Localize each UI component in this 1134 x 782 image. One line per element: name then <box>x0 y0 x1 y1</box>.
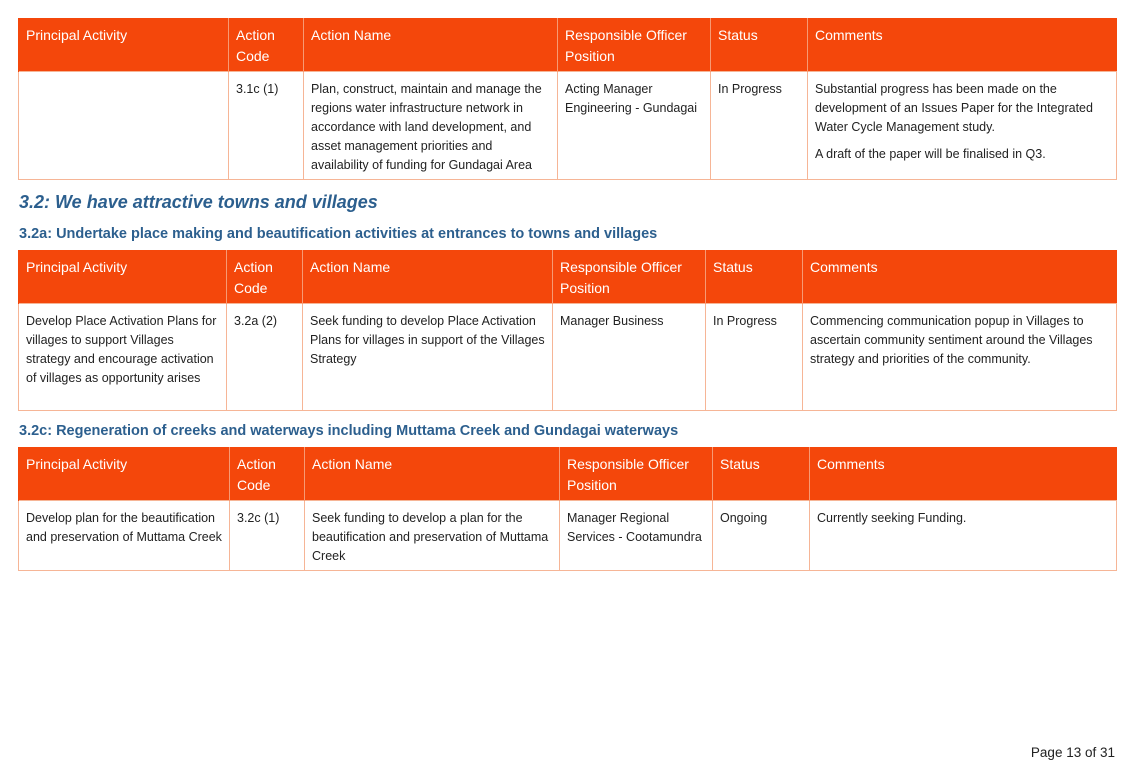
cell-action-name: Seek funding to develop Place Activation Plans for villages in support of the Villages Strategy <box>303 304 553 411</box>
cell-officer: Manager Regional Services - Cootamundra <box>560 501 713 571</box>
cell-officer: Manager Business <box>553 304 706 411</box>
place-making-table <box>18 250 1117 411</box>
cell-action-code: 3.1c (1) <box>229 72 304 180</box>
header-status: Status <box>713 447 810 501</box>
header-comments: Comments <box>803 250 1117 304</box>
header-status: Status <box>711 18 808 72</box>
header-action-name: Action Name <box>303 250 553 304</box>
header-action-name: Action Name <box>304 18 558 72</box>
subsection-heading-3-2a: 3.2a: Undertake place making and beautification activities at entrances to towns and villages <box>19 226 658 242</box>
cell-principal-activity: Develop plan for the beautification and preservation of Muttama Creek <box>19 501 230 571</box>
cell-status: Ongoing <box>713 501 810 571</box>
table-header-row <box>19 18 1117 72</box>
page-number: Page 13 of 31 <box>1030 745 1115 760</box>
header-comments: Comments <box>808 18 1117 72</box>
header-responsible-officer: Responsible Officer Position <box>558 18 711 72</box>
header-status: Status <box>706 250 803 304</box>
cell-principal-activity <box>19 72 229 180</box>
header-principal-activity: Principal Activity <box>19 18 229 72</box>
waterways-table <box>18 447 1117 571</box>
header-action-code: Action Code <box>230 447 305 501</box>
table-header-row <box>19 250 1117 304</box>
table-header-row <box>19 447 1117 501</box>
table-row <box>19 501 1117 571</box>
header-action-code: Action Code <box>227 250 303 304</box>
header-responsible-officer: Responsible Officer Position <box>560 447 713 501</box>
header-principal-activity: Principal Activity <box>19 447 230 501</box>
table-row <box>19 304 1117 411</box>
subsection-heading-3-2c: 3.2c: Regeneration of creeks and waterways including Muttama Creek and Gundagai waterways <box>19 423 679 439</box>
cell-comments: Commencing communication popup in Villages to ascertain community sentiment around the Villages strategy and priorities of the community. <box>803 304 1117 411</box>
header-action-name: Action Name <box>305 447 560 501</box>
water-infrastructure-table <box>18 18 1117 180</box>
table-row <box>19 72 1117 180</box>
cell-action-code: 3.2a (2) <box>227 304 303 411</box>
cell-action-code: 3.2c (1) <box>230 501 305 571</box>
section-heading: 3.2: We have attractive towns and villages <box>19 192 378 212</box>
header-principal-activity: Principal Activity <box>19 250 227 304</box>
cell-action-name: Seek funding to develop a plan for the beautification and preservation of Muttama Creek <box>305 501 560 571</box>
header-responsible-officer: Responsible Officer Position <box>553 250 706 304</box>
header-comments: Comments <box>810 447 1117 501</box>
cell-principal-activity: Develop Place Activation Plans for villages to support Villages strategy and encourage activation of villages as opportunity arises <box>19 304 227 411</box>
cell-action-name: Plan, construct, maintain and manage the regions water infrastructure network in accordance with land development, and asset management priorities and availability of funding for Gundagai Area <box>304 72 558 180</box>
comment-paragraph: A draft of the paper will be finalised in Q3. <box>815 147 1046 161</box>
cell-officer: Acting Manager Engineering - Gundagai <box>558 72 711 180</box>
cell-comments: Currently seeking Funding. <box>810 501 1117 571</box>
cell-comments <box>808 72 1117 180</box>
cell-status: In Progress <box>711 72 808 180</box>
header-action-code: Action Code <box>229 18 304 72</box>
cell-status: In Progress <box>706 304 803 411</box>
comment-paragraph: Substantial progress has been made on the development of an Issues Paper for the Integrated Water Cycle Management study. <box>815 82 1093 134</box>
